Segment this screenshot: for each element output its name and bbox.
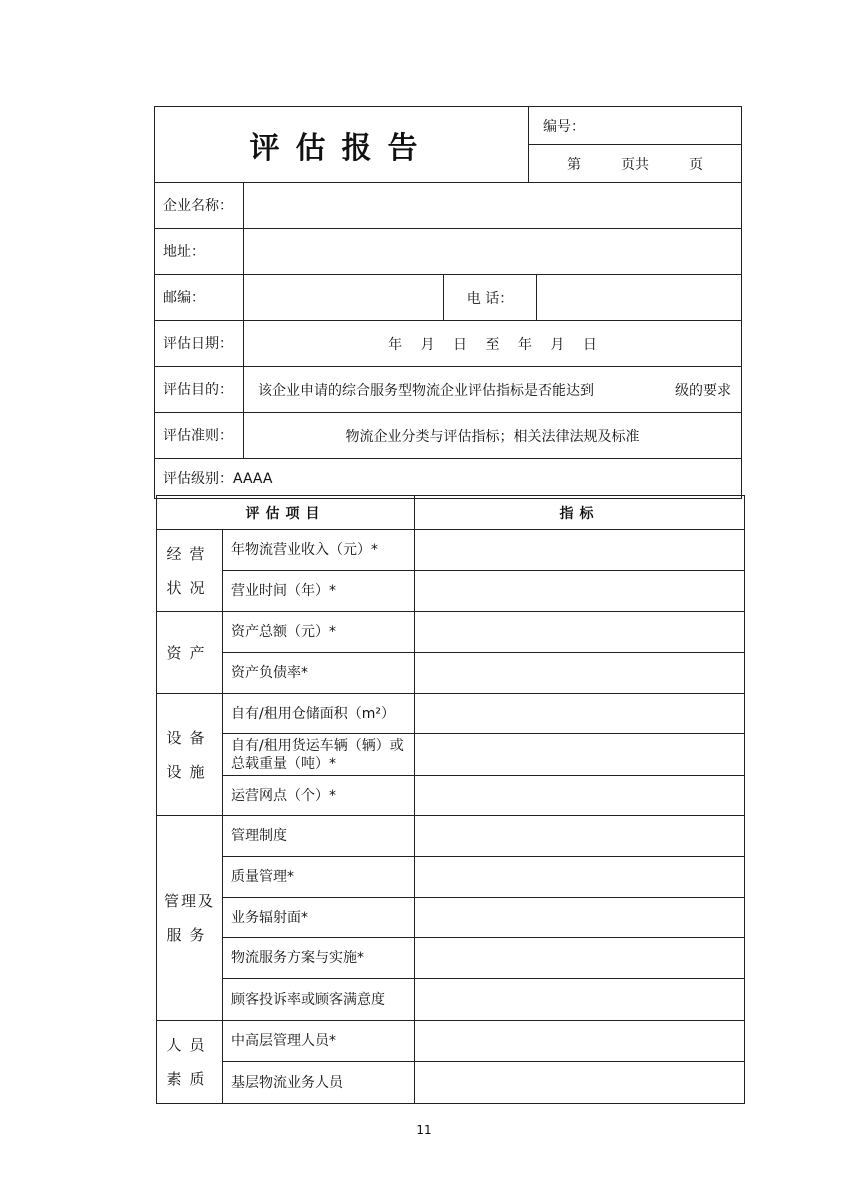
category-line: 人员: [166, 1036, 213, 1054]
indicator-cell: [415, 857, 745, 898]
item-label: 物流服务方案与实施*: [223, 938, 415, 979]
item-label: 自有/租用仓储面积（m²）: [223, 694, 415, 734]
address-field: [244, 229, 742, 275]
eval-purpose-value: 该企业申请的综合服务型物流企业评估指标是否能达到: [258, 382, 594, 399]
eval-date-label: 评估日期：: [155, 321, 244, 367]
evaluation-items-table: [156, 495, 744, 1104]
category-line: 设施: [166, 762, 213, 781]
indicator-cell: [415, 612, 745, 653]
item-label: 年物流营业收入（元）*: [223, 530, 415, 571]
item-label: 自有/租用货运车辆（辆）或总载重量（吨）*: [223, 734, 415, 776]
phone-label: 电 话：: [444, 275, 537, 321]
item-label: 基层物流业务人员: [223, 1062, 415, 1104]
col-header-item: 评估项目: [157, 496, 415, 530]
col-header-indicator: 指标: [415, 496, 745, 530]
eval-purpose-suffix: 级的要求: [675, 382, 732, 399]
category-personnel: [157, 1021, 223, 1104]
eval-standard-value: 物流企业分类与评估指标；相关法律法规及标准: [244, 413, 742, 459]
indicator-cell: [415, 734, 745, 776]
category-line: 经营: [166, 544, 213, 563]
item-label: 资产总额（元）*: [223, 612, 415, 653]
item-label: 质量管理*: [223, 857, 415, 898]
item-label: 业务辐射面*: [223, 898, 415, 938]
item-label: 营业时间（年）*: [223, 571, 415, 612]
indicator-cell: [415, 979, 745, 1021]
item-label: 资产负债率*: [223, 653, 415, 694]
eval-purpose-cell: [244, 367, 742, 413]
eval-date-value: 年 月 日 至 年 月 日: [244, 321, 742, 367]
category-management-service: [157, 816, 223, 1021]
indicator-cell: [415, 653, 745, 694]
category-line: 管理及: [163, 892, 215, 910]
category-line: 资产: [166, 643, 213, 662]
address-label: 地址：: [155, 229, 244, 275]
indicator-cell: [415, 1021, 745, 1062]
item-label: 管理制度: [223, 816, 415, 857]
company-name-label: 企业名称：: [155, 183, 244, 229]
page-middle: 页共: [621, 156, 650, 173]
indicator-cell: [415, 530, 745, 571]
item-label: 顾客投诉率或顾客满意度: [223, 979, 415, 1021]
indicator-cell: [415, 1062, 745, 1104]
category-line: 设备: [166, 728, 213, 747]
indicator-cell: [415, 898, 745, 938]
eval-standard-label: 评估准则：: [155, 413, 244, 459]
phone-field: [537, 275, 742, 321]
indicator-cell: [415, 816, 745, 857]
page-count: [529, 145, 742, 183]
item-label: 中高层管理人员*: [223, 1021, 415, 1062]
category-line: 状况: [166, 578, 213, 597]
eval-level: 评估级别：AAAA: [155, 459, 742, 499]
indicator-cell: [415, 776, 745, 816]
company-name-field: [244, 183, 742, 229]
indicator-cell: [415, 938, 745, 979]
page-prefix: 第: [567, 156, 582, 173]
indicator-cell: [415, 571, 745, 612]
postcode-label: 邮编：: [155, 275, 244, 321]
indicator-cell: [415, 694, 745, 734]
item-label: 运营网点（个）*: [223, 776, 415, 816]
page-suffix: 页: [689, 156, 704, 173]
report-header-form: [154, 106, 741, 499]
category-assets: [157, 612, 223, 694]
eval-purpose-label: 评估目的：: [155, 367, 244, 413]
category-line: 素质: [166, 1070, 213, 1088]
category-facilities: [157, 694, 223, 816]
page-number: 11: [416, 1123, 432, 1137]
category-operations: [157, 530, 223, 612]
report-number-label: 编号：: [529, 107, 742, 145]
category-line: 服务: [166, 926, 213, 944]
postcode-field: [244, 275, 444, 321]
report-title: 评估报告: [155, 107, 529, 183]
